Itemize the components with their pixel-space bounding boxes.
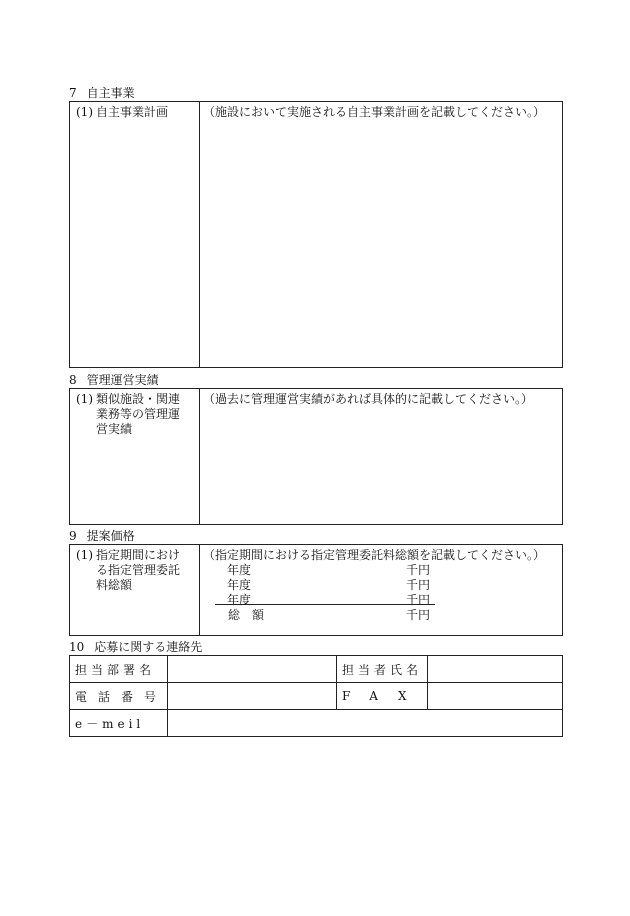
amount-unit: 千円: [406, 563, 431, 577]
section-9-heading: [69, 529, 135, 543]
section-title: 提案価格: [86, 529, 135, 543]
fiscal-year-label: 年度: [227, 593, 252, 607]
row-number: (1): [76, 392, 93, 406]
row-label-line: 営実績: [96, 422, 133, 436]
phone-input[interactable]: [168, 683, 337, 710]
person-label: 担当者氏名: [337, 656, 428, 683]
amount-unit: 千円: [406, 593, 431, 607]
email-label: e－meil: [70, 710, 168, 737]
section-title: 管理運営実績: [86, 373, 159, 387]
total-unit: 千円: [406, 608, 431, 622]
fax-label-text: FAX: [342, 689, 427, 703]
section-10-heading: [69, 640, 202, 654]
row-label-line: 業務等の管理運: [96, 407, 181, 421]
total-label: 総 額: [228, 608, 265, 622]
section-number: 7: [69, 86, 77, 100]
row-label-line: る指定管理委託: [96, 563, 181, 577]
row-label-line: 類似施設・関連: [96, 392, 181, 406]
column-divider: [199, 545, 200, 635]
dept-label: 担当部署名: [70, 656, 168, 683]
section-number: 10: [69, 640, 85, 654]
row-number: (1): [76, 548, 93, 562]
amount-unit: 千円: [406, 578, 431, 592]
row-label: [76, 105, 168, 120]
section-8-heading: [69, 373, 159, 387]
fax-label: [337, 683, 428, 710]
instruction-note: （過去に管理運営実績があれば具体的に記載してください。）: [203, 392, 534, 406]
column-divider: [199, 389, 200, 524]
section-7-heading: [69, 86, 135, 100]
self-business-box: [69, 101, 563, 368]
section-number: 9: [69, 529, 77, 543]
row-label: [76, 392, 180, 437]
management-record-box: [69, 388, 563, 525]
instruction-note: （指定期間における指定管理委託料総額を記載してください。）: [203, 548, 546, 562]
fiscal-year-label: 年度: [227, 563, 252, 577]
sum-underline: [215, 604, 435, 605]
fax-input[interactable]: [427, 683, 562, 710]
row-number: (1): [76, 105, 93, 119]
row-label-line: 指定期間におけ: [96, 548, 181, 562]
column-divider: [199, 102, 200, 367]
proposed-price-box: [69, 544, 563, 636]
table-row: [70, 656, 563, 683]
table-row: [70, 683, 563, 710]
dept-input[interactable]: [168, 656, 337, 683]
email-input[interactable]: [168, 710, 563, 737]
section-title: 自主事業: [86, 86, 135, 100]
table-row: [70, 710, 563, 737]
person-input[interactable]: [427, 656, 562, 683]
phone-label: 電話番号: [70, 683, 168, 710]
instruction-note: （施設において実施される自主事業計画を記載してください。）: [203, 105, 546, 119]
contact-table: [69, 655, 563, 737]
section-title: 応募に関する連絡先: [94, 640, 203, 654]
row-label-line: 料総額: [96, 578, 133, 592]
section-number: 8: [69, 373, 77, 387]
fiscal-year-label: 年度: [227, 578, 252, 592]
row-label: [76, 548, 180, 593]
row-label-text: 自主事業計画: [96, 105, 169, 119]
